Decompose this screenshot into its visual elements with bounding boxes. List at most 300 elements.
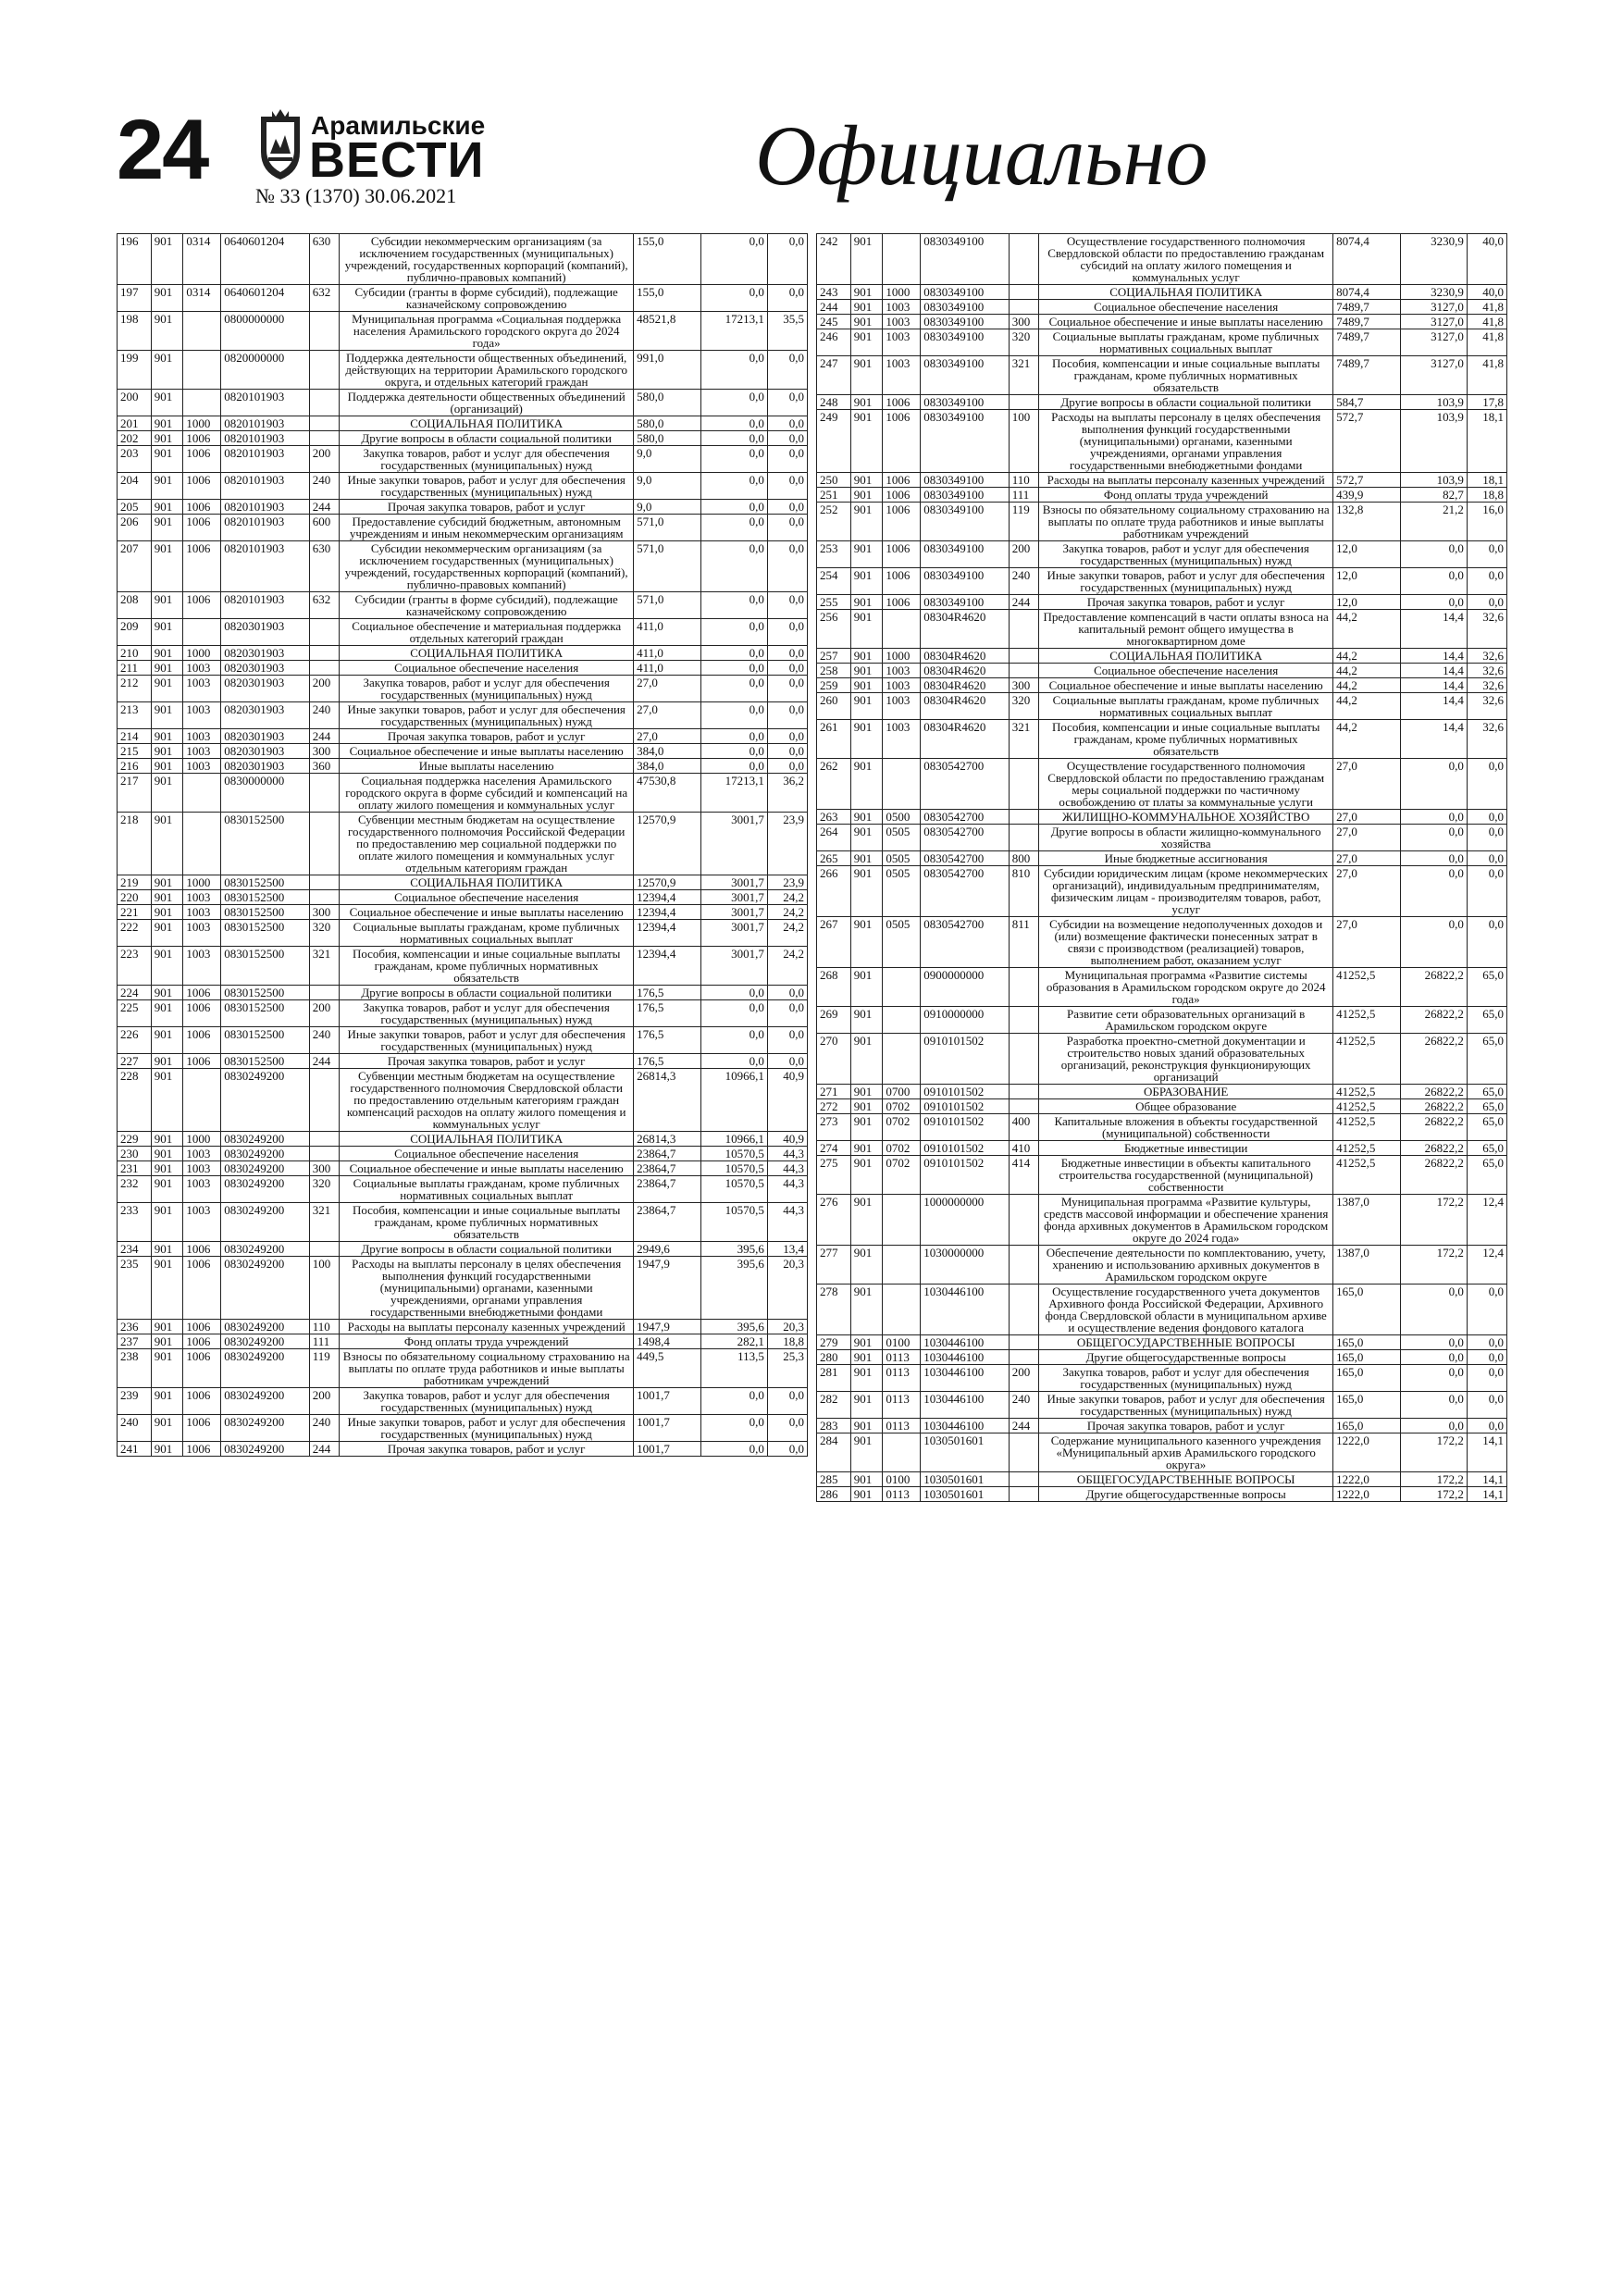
- row-number-cell: 280: [817, 1350, 851, 1365]
- expense-name-cell: Социальное обеспечение и иные выплаты населению: [1039, 315, 1333, 329]
- target-article-code-cell: 0910101502: [921, 1114, 1009, 1141]
- admin-code-cell: 901: [151, 661, 183, 676]
- expense-name-cell: Иные бюджетные ассигнования: [1039, 851, 1333, 866]
- planned-amount-cell: 26814,3: [634, 1069, 700, 1132]
- section-code-cell: 1006: [883, 568, 921, 595]
- expense-name-cell: Социальные выплаты гражданам, кроме публичных нормативных социальных выплат: [1039, 693, 1333, 720]
- expense-type-code-cell: 244: [309, 1054, 340, 1069]
- planned-amount-cell: 27,0: [1333, 825, 1400, 851]
- section-code-cell: 1000: [883, 649, 921, 664]
- section-code-cell: 1006: [883, 473, 921, 488]
- table-row: [817, 1099, 1507, 1114]
- expense-type-code-cell: 240: [1009, 568, 1039, 595]
- executed-amount-cell: 0,0: [700, 729, 767, 744]
- expense-name-cell: СОЦИАЛЬНАЯ ПОЛИТИКА: [340, 416, 634, 431]
- execution-percent-cell: 65,0: [1467, 1007, 1506, 1034]
- table-row: [118, 473, 808, 500]
- expense-name-cell: Развитие сети образовательных организаций в Арамильском городском округе: [1039, 1007, 1333, 1034]
- section-code-cell: 1003: [183, 920, 221, 947]
- target-article-code-cell: 0830349100: [921, 356, 1009, 395]
- expense-type-code-cell: 200: [309, 1000, 340, 1027]
- table-row: [817, 410, 1507, 473]
- section-code-cell: 1003: [883, 720, 921, 759]
- target-article-code-cell: 0910101502: [921, 1099, 1009, 1114]
- target-article-code-cell: 08304R4620: [921, 649, 1009, 664]
- execution-percent-cell: 32,6: [1467, 664, 1506, 678]
- row-number-cell: 285: [817, 1472, 851, 1487]
- row-number-cell: 246: [817, 329, 851, 356]
- admin-code-cell: 901: [151, 986, 183, 1000]
- expense-type-code-cell: [1009, 1433, 1039, 1472]
- executed-amount-cell: 0,0: [700, 500, 767, 515]
- admin-code-cell: 901: [151, 1415, 183, 1442]
- executed-amount-cell: 395,6: [700, 1257, 767, 1320]
- execution-percent-cell: 0,0: [767, 744, 807, 759]
- table-row: [817, 1114, 1507, 1141]
- execution-percent-cell: 16,0: [1467, 503, 1506, 541]
- planned-amount-cell: 384,0: [634, 744, 700, 759]
- admin-code-cell: 901: [151, 515, 183, 541]
- executed-amount-cell: 26822,2: [1400, 1007, 1467, 1034]
- execution-percent-cell: 14,1: [1467, 1487, 1506, 1502]
- expense-type-code-cell: 244: [1009, 1419, 1039, 1433]
- execution-percent-cell: 20,3: [767, 1320, 807, 1334]
- expense-type-code-cell: [1009, 1285, 1039, 1335]
- admin-code-cell: 901: [850, 1114, 883, 1141]
- executed-amount-cell: 14,4: [1400, 678, 1467, 693]
- admin-code-cell: 901: [850, 649, 883, 664]
- row-number-cell: 226: [118, 1027, 152, 1054]
- table-row: [817, 664, 1507, 678]
- expense-name-cell: Социальное обеспечение и иные выплаты населению: [1039, 678, 1333, 693]
- section-code-cell: [183, 619, 221, 646]
- section-code-cell: 0505: [883, 825, 921, 851]
- target-article-code-cell: 0830249200: [221, 1388, 309, 1415]
- executed-amount-cell: 0,0: [700, 702, 767, 729]
- execution-percent-cell: 32,6: [1467, 693, 1506, 720]
- planned-amount-cell: 41252,5: [1333, 1114, 1400, 1141]
- expense-type-code-cell: 630: [309, 234, 340, 285]
- expense-type-code-cell: 119: [1009, 503, 1039, 541]
- target-article-code-cell: 1000000000: [921, 1195, 1009, 1246]
- row-number-cell: 261: [817, 720, 851, 759]
- target-article-code-cell: 1030501601: [921, 1472, 1009, 1487]
- executed-amount-cell: 26822,2: [1400, 1085, 1467, 1099]
- admin-code-cell: 901: [151, 285, 183, 312]
- row-number-cell: 247: [817, 356, 851, 395]
- expense-type-code-cell: 200: [1009, 1365, 1039, 1392]
- executed-amount-cell: 10570,5: [700, 1161, 767, 1176]
- execution-percent-cell: 0,0: [1467, 595, 1506, 610]
- target-article-code-cell: 0820301903: [221, 702, 309, 729]
- admin-code-cell: 901: [151, 1203, 183, 1242]
- planned-amount-cell: 44,2: [1333, 693, 1400, 720]
- admin-code-cell: 901: [850, 315, 883, 329]
- executed-amount-cell: 0,0: [700, 986, 767, 1000]
- expense-name-cell: СОЦИАЛЬНАЯ ПОЛИТИКА: [340, 875, 634, 890]
- table-row: [118, 744, 808, 759]
- section-code-cell: 1003: [883, 678, 921, 693]
- execution-percent-cell: 0,0: [767, 1027, 807, 1054]
- row-number-cell: 240: [118, 1415, 152, 1442]
- admin-code-cell: 901: [151, 1161, 183, 1176]
- row-number-cell: 268: [817, 968, 851, 1007]
- planned-amount-cell: 1498,4: [634, 1334, 700, 1349]
- admin-code-cell: 901: [151, 416, 183, 431]
- section-code-cell: 1003: [883, 693, 921, 720]
- table-row: [817, 1419, 1507, 1433]
- target-article-code-cell: 0830152500: [221, 947, 309, 986]
- executed-amount-cell: 3127,0: [1400, 300, 1467, 315]
- admin-code-cell: 901: [850, 1350, 883, 1365]
- executed-amount-cell: 26822,2: [1400, 1099, 1467, 1114]
- execution-percent-cell: 65,0: [1467, 968, 1506, 1007]
- executed-amount-cell: 0,0: [700, 744, 767, 759]
- admin-code-cell: 901: [850, 1487, 883, 1502]
- executed-amount-cell: 0,0: [700, 285, 767, 312]
- executed-amount-cell: 0,0: [700, 1442, 767, 1457]
- expense-type-code-cell: 321: [1009, 720, 1039, 759]
- execution-percent-cell: 0,0: [1467, 825, 1506, 851]
- executed-amount-cell: 0,0: [1400, 595, 1467, 610]
- execution-percent-cell: 40,9: [767, 1069, 807, 1132]
- execution-percent-cell: 0,0: [767, 285, 807, 312]
- expense-type-code-cell: 630: [309, 541, 340, 592]
- expense-name-cell: Пособия, компенсации и иные социальные выплаты гражданам, кроме публичных нормативных обязательств: [340, 1203, 634, 1242]
- target-article-code-cell: 0830349100: [921, 568, 1009, 595]
- section-code-cell: 1006: [183, 473, 221, 500]
- executed-amount-cell: 3230,9: [1400, 234, 1467, 285]
- target-article-code-cell: 0640601204: [221, 285, 309, 312]
- expense-type-code-cell: 200: [309, 1388, 340, 1415]
- table-row: [817, 285, 1507, 300]
- section-code-cell: [883, 759, 921, 810]
- target-article-code-cell: 0830349100: [921, 315, 1009, 329]
- table-row: [118, 1242, 808, 1257]
- executed-amount-cell: 0,0: [1400, 1419, 1467, 1433]
- planned-amount-cell: 41252,5: [1333, 1156, 1400, 1195]
- target-article-code-cell: 0820101903: [221, 592, 309, 619]
- table-row: [817, 541, 1507, 568]
- table-row: [118, 1320, 808, 1334]
- section-code-cell: 1006: [183, 1334, 221, 1349]
- executed-amount-cell: 10570,5: [700, 1176, 767, 1203]
- execution-percent-cell: 0,0: [1467, 541, 1506, 568]
- row-number-cell: 264: [817, 825, 851, 851]
- target-article-code-cell: 0820101903: [221, 515, 309, 541]
- admin-code-cell: 901: [850, 759, 883, 810]
- expense-type-code-cell: 110: [1009, 473, 1039, 488]
- target-article-code-cell: 0820301903: [221, 729, 309, 744]
- row-number-cell: 252: [817, 503, 851, 541]
- execution-percent-cell: 32,6: [1467, 720, 1506, 759]
- expense-name-cell: Фонд оплаты труда учреждений: [340, 1334, 634, 1349]
- table-row: [118, 619, 808, 646]
- planned-amount-cell: 23864,7: [634, 1203, 700, 1242]
- expense-name-cell: Фонд оплаты труда учреждений: [1039, 488, 1333, 503]
- execution-percent-cell: 41,8: [1467, 356, 1506, 395]
- executed-amount-cell: 172,2: [1400, 1195, 1467, 1246]
- row-number-cell: 212: [118, 676, 152, 702]
- row-number-cell: 255: [817, 595, 851, 610]
- planned-amount-cell: 44,2: [1333, 610, 1400, 649]
- admin-code-cell: 901: [151, 1147, 183, 1161]
- target-article-code-cell: 0830152500: [221, 1000, 309, 1027]
- expense-name-cell: Муниципальная программа «Развитие культуры, средств массовой информации и обеспечение хранения фонда архивных документов в Арамильском городском округе до 2024 года»: [1039, 1195, 1333, 1246]
- expense-type-code-cell: [1009, 810, 1039, 825]
- section-code-cell: 1006: [883, 503, 921, 541]
- planned-amount-cell: 411,0: [634, 661, 700, 676]
- row-number-cell: 224: [118, 986, 152, 1000]
- expense-type-code-cell: [1009, 300, 1039, 315]
- expense-name-cell: Социальное обеспечение населения: [340, 1147, 634, 1161]
- executed-amount-cell: 0,0: [1400, 866, 1467, 917]
- target-article-code-cell: 0800000000: [221, 312, 309, 351]
- row-number-cell: 205: [118, 500, 152, 515]
- planned-amount-cell: 1947,9: [634, 1257, 700, 1320]
- target-article-code-cell: 0830249200: [221, 1203, 309, 1242]
- expense-name-cell: Иные закупки товаров, работ и услуг для обеспечения государственных (муниципальных) нужд: [340, 1027, 634, 1054]
- admin-code-cell: 901: [151, 592, 183, 619]
- expense-name-cell: Закупка товаров, работ и услуг для обеспечения государственных (муниципальных) нужд: [340, 676, 634, 702]
- expense-name-cell: Предоставление субсидий бюджетным, автономным учреждениям и иным некоммерческим организациям: [340, 515, 634, 541]
- admin-code-cell: 901: [151, 431, 183, 446]
- planned-amount-cell: 439,9: [1333, 488, 1400, 503]
- expense-name-cell: Социальное обеспечение и иные выплаты населению: [340, 744, 634, 759]
- planned-amount-cell: 12570,9: [634, 875, 700, 890]
- expense-type-code-cell: [1009, 1472, 1039, 1487]
- executed-amount-cell: 172,2: [1400, 1472, 1467, 1487]
- section-code-cell: [183, 774, 221, 813]
- row-number-cell: 270: [817, 1034, 851, 1085]
- table-row: [817, 1365, 1507, 1392]
- table-row: [118, 1132, 808, 1147]
- expense-type-code-cell: [309, 813, 340, 875]
- expense-type-code-cell: [309, 619, 340, 646]
- expense-type-code-cell: [309, 351, 340, 390]
- table-row: [817, 1156, 1507, 1195]
- planned-amount-cell: 165,0: [1333, 1285, 1400, 1335]
- executed-amount-cell: 0,0: [1400, 541, 1467, 568]
- section-code-cell: 0113: [883, 1419, 921, 1433]
- row-number-cell: 231: [118, 1161, 152, 1176]
- table-row: [118, 1442, 808, 1457]
- target-article-code-cell: 0830249200: [221, 1257, 309, 1320]
- executed-amount-cell: 82,7: [1400, 488, 1467, 503]
- planned-amount-cell: 176,5: [634, 986, 700, 1000]
- executed-amount-cell: 17213,1: [700, 312, 767, 351]
- row-number-cell: 277: [817, 1246, 851, 1285]
- expense-type-code-cell: [1009, 234, 1039, 285]
- table-row: [118, 1027, 808, 1054]
- table-row: [118, 234, 808, 285]
- planned-amount-cell: 1387,0: [1333, 1246, 1400, 1285]
- target-article-code-cell: 0830249200: [221, 1334, 309, 1349]
- target-article-code-cell: 0830249200: [221, 1147, 309, 1161]
- execution-percent-cell: 24,2: [767, 905, 807, 920]
- expense-name-cell: Пособия, компенсации и иные социальные выплаты гражданам, кроме публичных нормативных обязательств: [340, 947, 634, 986]
- planned-amount-cell: 12,0: [1333, 568, 1400, 595]
- execution-percent-cell: 41,8: [1467, 300, 1506, 315]
- table-row: [118, 986, 808, 1000]
- executed-amount-cell: 0,0: [1400, 810, 1467, 825]
- planned-amount-cell: 571,0: [634, 592, 700, 619]
- expense-type-code-cell: 244: [1009, 595, 1039, 610]
- executed-amount-cell: 0,0: [700, 1000, 767, 1027]
- admin-code-cell: 901: [151, 947, 183, 986]
- table-row: [817, 1246, 1507, 1285]
- execution-percent-cell: 0,0: [767, 390, 807, 416]
- executed-amount-cell: 0,0: [700, 1027, 767, 1054]
- expense-name-cell: Пособия, компенсации и иные социальные выплаты гражданам, кроме публичных нормативных обязательств: [1039, 356, 1333, 395]
- section-code-cell: 1003: [183, 744, 221, 759]
- executed-amount-cell: 26822,2: [1400, 1114, 1467, 1141]
- execution-percent-cell: 40,0: [1467, 234, 1506, 285]
- target-article-code-cell: 0830349100: [921, 234, 1009, 285]
- admin-code-cell: 901: [850, 610, 883, 649]
- expense-name-cell: Бюджетные инвестиции: [1039, 1141, 1333, 1156]
- admin-code-cell: 901: [850, 810, 883, 825]
- target-article-code-cell: 1030446100: [921, 1365, 1009, 1392]
- expense-type-code-cell: 300: [309, 905, 340, 920]
- section-code-cell: [883, 1007, 921, 1034]
- target-article-code-cell: 0910101502: [921, 1156, 1009, 1195]
- table-row: [118, 676, 808, 702]
- expense-type-code-cell: [309, 390, 340, 416]
- expense-type-code-cell: 240: [1009, 1392, 1039, 1419]
- executed-amount-cell: 282,1: [700, 1334, 767, 1349]
- expense-name-cell: Прочая закупка товаров, работ и услуг: [1039, 595, 1333, 610]
- table-row: [118, 774, 808, 813]
- expense-type-code-cell: [309, 661, 340, 676]
- expense-name-cell: Закупка товаров, работ и услуг для обеспечения государственных (муниципальных) нужд: [340, 446, 634, 473]
- table-row: [118, 920, 808, 947]
- planned-amount-cell: 176,5: [634, 1054, 700, 1069]
- target-article-code-cell: 08304R4620: [921, 610, 1009, 649]
- planned-amount-cell: 9,0: [634, 500, 700, 515]
- target-article-code-cell: 0830249200: [221, 1442, 309, 1457]
- table-row: [817, 1433, 1507, 1472]
- section-code-cell: 1006: [183, 541, 221, 592]
- admin-code-cell: 901: [850, 1141, 883, 1156]
- admin-code-cell: 901: [850, 1007, 883, 1034]
- admin-code-cell: 901: [850, 356, 883, 395]
- expense-name-cell: СОЦИАЛЬНАЯ ПОЛИТИКА: [1039, 285, 1333, 300]
- target-article-code-cell: 0830349100: [921, 329, 1009, 356]
- target-article-code-cell: 0820101903: [221, 416, 309, 431]
- table-row: [817, 1007, 1507, 1034]
- section-code-cell: 1006: [183, 1320, 221, 1334]
- row-number-cell: 284: [817, 1433, 851, 1472]
- planned-amount-cell: 27,0: [1333, 851, 1400, 866]
- section-code-cell: 1003: [183, 676, 221, 702]
- expense-type-code-cell: [1009, 395, 1039, 410]
- row-number-cell: 281: [817, 1365, 851, 1392]
- planned-amount-cell: 1001,7: [634, 1415, 700, 1442]
- planned-amount-cell: 155,0: [634, 234, 700, 285]
- table-row: [118, 1257, 808, 1320]
- execution-percent-cell: 0,0: [767, 446, 807, 473]
- newspaper-logo: [255, 107, 533, 188]
- expense-type-code-cell: [309, 1069, 340, 1132]
- admin-code-cell: 901: [151, 234, 183, 285]
- execution-percent-cell: 0,0: [767, 729, 807, 744]
- row-number-cell: 196: [118, 234, 152, 285]
- expense-name-cell: СОЦИАЛЬНАЯ ПОЛИТИКА: [1039, 649, 1333, 664]
- section-code-cell: 0505: [883, 851, 921, 866]
- expense-type-code-cell: 200: [309, 446, 340, 473]
- expense-type-code-cell: [1009, 1034, 1039, 1085]
- planned-amount-cell: 27,0: [634, 729, 700, 744]
- table-row: [118, 661, 808, 676]
- expense-type-code-cell: [309, 986, 340, 1000]
- executed-amount-cell: 0,0: [700, 390, 767, 416]
- section-code-cell: 1006: [183, 1242, 221, 1257]
- planned-amount-cell: 1001,7: [634, 1388, 700, 1415]
- target-article-code-cell: 08304R4620: [921, 664, 1009, 678]
- section-code-cell: 0113: [883, 1487, 921, 1502]
- target-article-code-cell: 0830542700: [921, 825, 1009, 851]
- expense-type-code-cell: 200: [309, 676, 340, 702]
- expense-type-code-cell: [1009, 1487, 1039, 1502]
- target-article-code-cell: 0830349100: [921, 410, 1009, 473]
- table-row: [118, 592, 808, 619]
- row-number-cell: 223: [118, 947, 152, 986]
- table-row: [118, 431, 808, 446]
- target-article-code-cell: 0910101502: [921, 1085, 1009, 1099]
- admin-code-cell: 901: [850, 1433, 883, 1472]
- expense-type-code-cell: [1009, 1195, 1039, 1246]
- expense-name-cell: Пособия, компенсации и иные социальные выплаты гражданам, кроме публичных нормативных обязательств: [1039, 720, 1333, 759]
- table-row: [118, 813, 808, 875]
- section-code-cell: 1003: [183, 905, 221, 920]
- target-article-code-cell: 0830249200: [221, 1242, 309, 1257]
- executed-amount-cell: 0,0: [700, 446, 767, 473]
- section-code-cell: 1000: [183, 1132, 221, 1147]
- row-number-cell: 276: [817, 1195, 851, 1246]
- expense-name-cell: Прочая закупка товаров, работ и услуг: [340, 1442, 634, 1457]
- expense-name-cell: СОЦИАЛЬНАЯ ПОЛИТИКА: [340, 646, 634, 661]
- table-row: [118, 646, 808, 661]
- logo-subtitle: Арамильские: [311, 111, 486, 140]
- section-code-cell: 1006: [183, 1054, 221, 1069]
- section-code-cell: 1003: [883, 664, 921, 678]
- target-article-code-cell: 0830542700: [921, 917, 1009, 968]
- section-code-cell: 1003: [183, 661, 221, 676]
- expense-name-cell: Субсидии некоммерческим организациям (за исключением государственных (муниципальных) учреждений, государственных корпораций (компаний), публично-правовых компаний): [340, 541, 634, 592]
- planned-amount-cell: 165,0: [1333, 1419, 1400, 1433]
- table-row: [817, 1195, 1507, 1246]
- row-number-cell: 273: [817, 1114, 851, 1141]
- row-number-cell: 215: [118, 744, 152, 759]
- section-code-cell: 0113: [883, 1365, 921, 1392]
- admin-code-cell: 901: [850, 595, 883, 610]
- execution-percent-cell: 40,0: [1467, 285, 1506, 300]
- table-row: [817, 678, 1507, 693]
- execution-percent-cell: 0,0: [1467, 851, 1506, 866]
- expense-type-code-cell: 240: [309, 1027, 340, 1054]
- expense-name-cell: Субсидии на возмещение недополученных доходов и (или) возмещение фактически понесенных затрат в связи с производством (реализацией) товаров, выполнением работ, оказанием услуг: [1039, 917, 1333, 968]
- row-number-cell: 200: [118, 390, 152, 416]
- execution-percent-cell: 24,2: [767, 947, 807, 986]
- section-code-cell: 1000: [183, 416, 221, 431]
- expense-type-code-cell: [309, 875, 340, 890]
- execution-percent-cell: 44,3: [767, 1147, 807, 1161]
- admin-code-cell: 901: [850, 300, 883, 315]
- target-article-code-cell: 0830349100: [921, 300, 1009, 315]
- admin-code-cell: 901: [850, 1099, 883, 1114]
- section-code-cell: 0702: [883, 1099, 921, 1114]
